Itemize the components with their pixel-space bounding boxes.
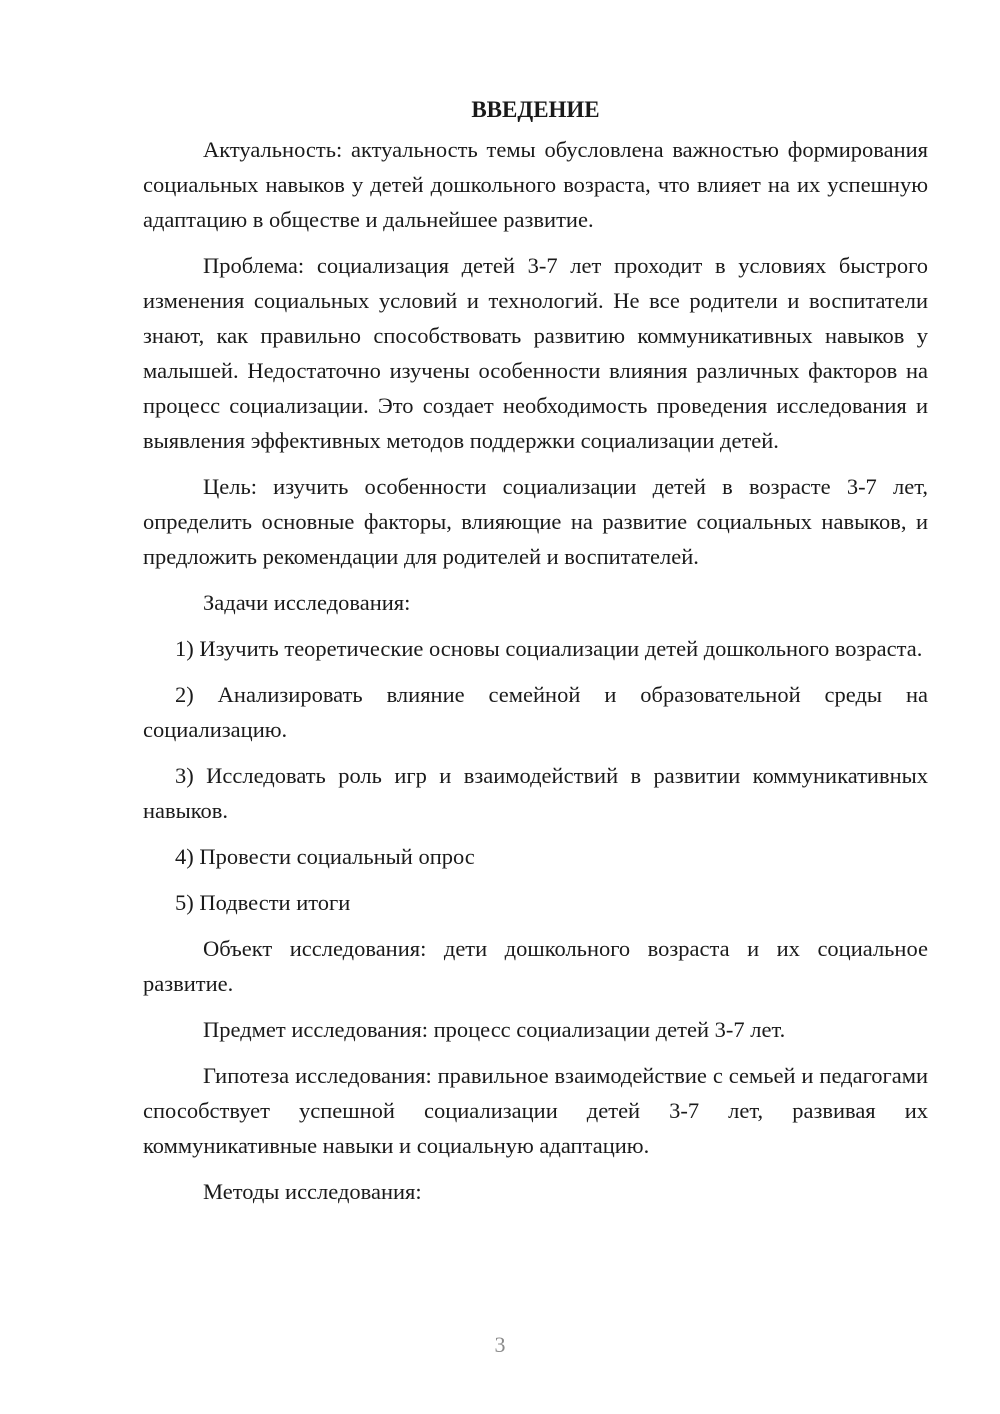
paragraph-methods: Методы исследования:	[203, 1179, 422, 1204]
task-item: 3) Исследовать роль игр и взаимодействий в развитии коммуникативных навыков.	[143, 763, 928, 823]
paragraph-hypothesis: Гипотеза исследования: правильное взаимодействие с семьей и педагогами способствует успешной социализации детей 3-7 лет, развивая их коммуникативные навыки и социальную адаптацию.	[143, 1063, 928, 1158]
paragraph-subject: Предмет исследования: процесс социализации детей 3-7 лет.	[203, 1017, 786, 1042]
paragraph-tasks-heading: Задачи исследования:	[203, 590, 411, 615]
task-item: 5) Подвести итоги	[175, 890, 351, 915]
paragraph-problem: Проблема: социализация детей 3-7 лет проходит в условиях быстрого изменения социальных условий и технологий. Не все родители и воспитатели знают, как правильно способствовать развитию коммуникативных навыков у малышей. Недостаточно изучены особенности влияния различных факторов на процесс социализации. Это создает необходимость проведения исследования и выявления эффективных методов поддержки социализации детей.	[143, 253, 928, 453]
paragraph-object: Объект исследования: дети дошкольного возраста и их социальное развитие.	[143, 936, 928, 996]
paragraph-goal: Цель: изучить особенности социализации детей в возрасте 3-7 лет, определить основные факторы, влияющие на развитие социальных навыков, и предложить рекомендации для родителей и воспитателей.	[143, 474, 928, 569]
page-number: 3	[494, 1332, 506, 1357]
task-item: 2) Анализировать влияние семейной и образовательной среды на социализацию.	[143, 682, 928, 742]
task-item: 1) Изучить теоретические основы социализации детей дошкольного возраста.	[175, 636, 923, 661]
section-heading: ВВЕДЕНИЕ	[471, 97, 600, 122]
paragraph-relevance: Актуальность: актуальность темы обусловлена важностью формирования социальных навыков у детей дошкольного возраста, что влияет на их успешную адаптацию в обществе и дальнейшее развитие.	[143, 137, 928, 232]
task-item: 4) Провести социальный опрос	[175, 844, 475, 869]
document-page	[143, 92, 928, 1220]
